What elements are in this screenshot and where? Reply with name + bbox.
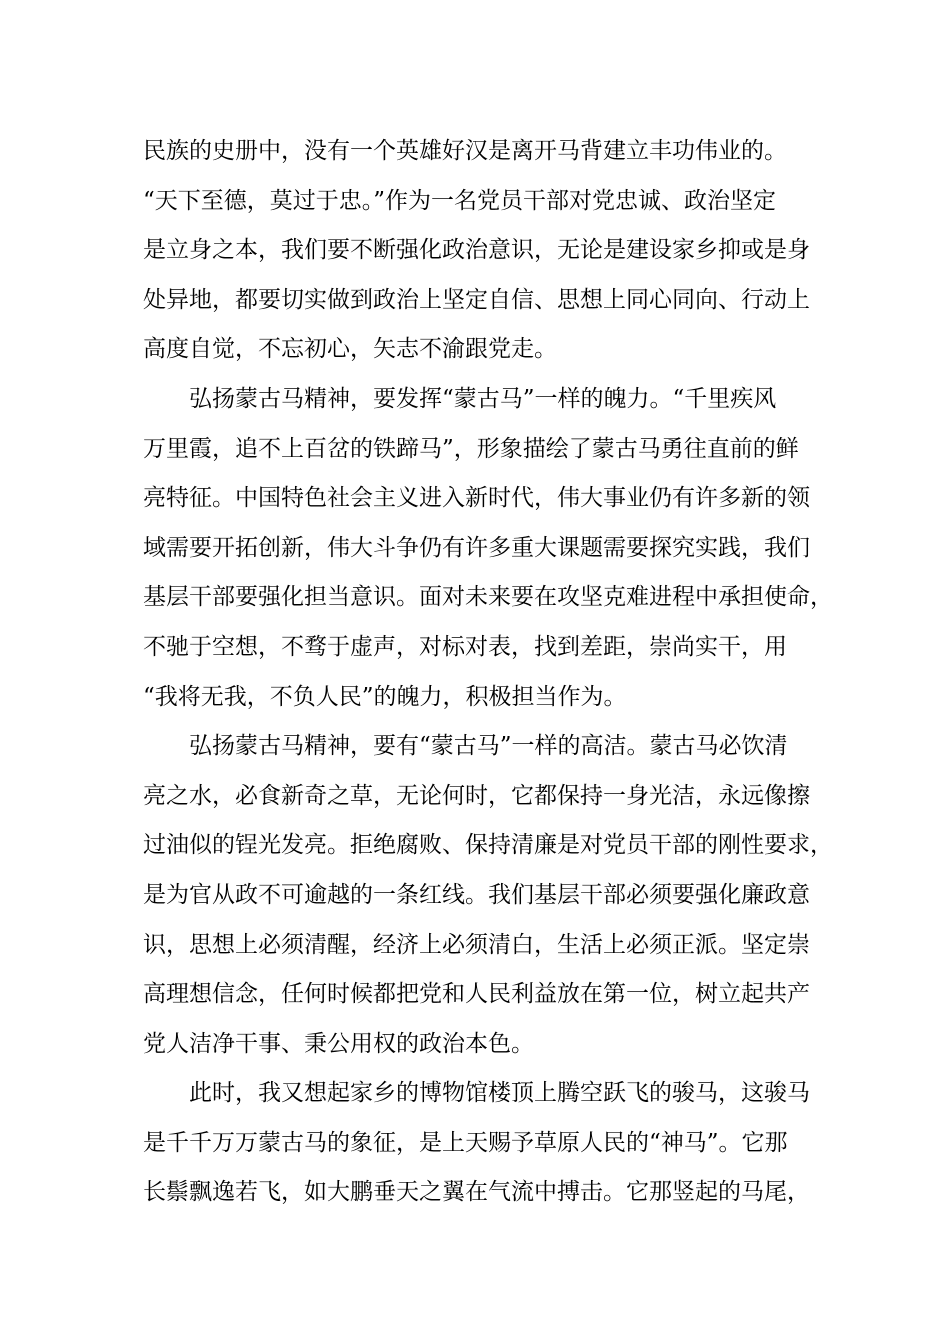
text-line: 过油似的锃光发亮。拒绝腐败、保持清廉是对党员干部的刚性要求，	[143, 832, 833, 859]
paragraph-1	[143, 127, 833, 375]
text-line: 识，思想上必须清醒，经济上必须清白，生活上必须正派。坚定崇	[143, 931, 810, 958]
text-line: 处异地，都要切实做到政治上坚定自信、思想上同心同向、行动上	[143, 286, 810, 313]
text-line: 民族的史册中，没有一个英雄好汉是离开马背建立丰功伟业的。	[143, 138, 787, 164]
text-line: 亮之水，必食新奇之草，无论何时，它都保持一身光洁，永远像擦	[143, 782, 810, 809]
text-line: 长鬃飘逸若飞，如大鹏垂天之翼在气流中搏击。它那竖起的马尾，	[143, 1179, 810, 1206]
text-line: 高度自觉，不忘初心，矢志不渝跟党走。	[143, 336, 557, 363]
text-line: 域需要开拓创新，伟大斗争仍有许多重大课题需要探究实践，我们	[143, 534, 810, 561]
text-line: 此时，我又想起家乡的博物馆楼顶上腾空跃飞的骏马，这骏马	[189, 1080, 810, 1107]
text-line: “天下至德，莫过于忠。”作为一名党员干部对党忠诚、政治坚定	[143, 187, 777, 214]
paragraph-2	[143, 375, 833, 722]
text-line: 不驰于空想，不骛于虚声，对标对表，找到差距，崇尚实干，用	[143, 633, 787, 660]
text-line: 基层干部要强化担当意识。面对未来要在攻坚克难进程中承担使命，	[143, 584, 833, 611]
document-body	[143, 127, 833, 1218]
text-line: 是千千万万蒙古马的象征，是上天赐予草原人民的“神马”。它那	[143, 1129, 788, 1156]
text-line: 是为官从政不可逾越的一条红线。我们基层干部必须要强化廉政意	[143, 881, 810, 908]
text-line: 高理想信念，任何时候都把党和人民利益放在第一位，树立起共产	[143, 981, 810, 1008]
text-line: 万里霞，追不上百岔的铁蹄马”，形象描绘了蒙古马勇往直前的鲜	[143, 435, 799, 462]
text-line: 党人洁净干事、秉公用权的政治本色。	[143, 1030, 534, 1057]
paragraph-4	[143, 1069, 833, 1218]
paragraph-3	[143, 722, 833, 1069]
text-line: 弘扬蒙古马精神，要发挥“蒙古马”一样的魄力。“千里疾风	[189, 385, 777, 412]
text-line: 弘扬蒙古马精神，要有“蒙古马”一样的高洁。蒙古马必饮清	[189, 733, 788, 760]
text-line: 亮特征。中国特色社会主义进入新时代，伟大事业仍有许多新的领	[143, 485, 810, 512]
text-line: “我将无我，不负人民”的魄力，积极担当作为。	[143, 683, 627, 710]
text-line: 是立身之本，我们要不断强化政治意识，无论是建设家乡抑或是身	[143, 237, 810, 264]
